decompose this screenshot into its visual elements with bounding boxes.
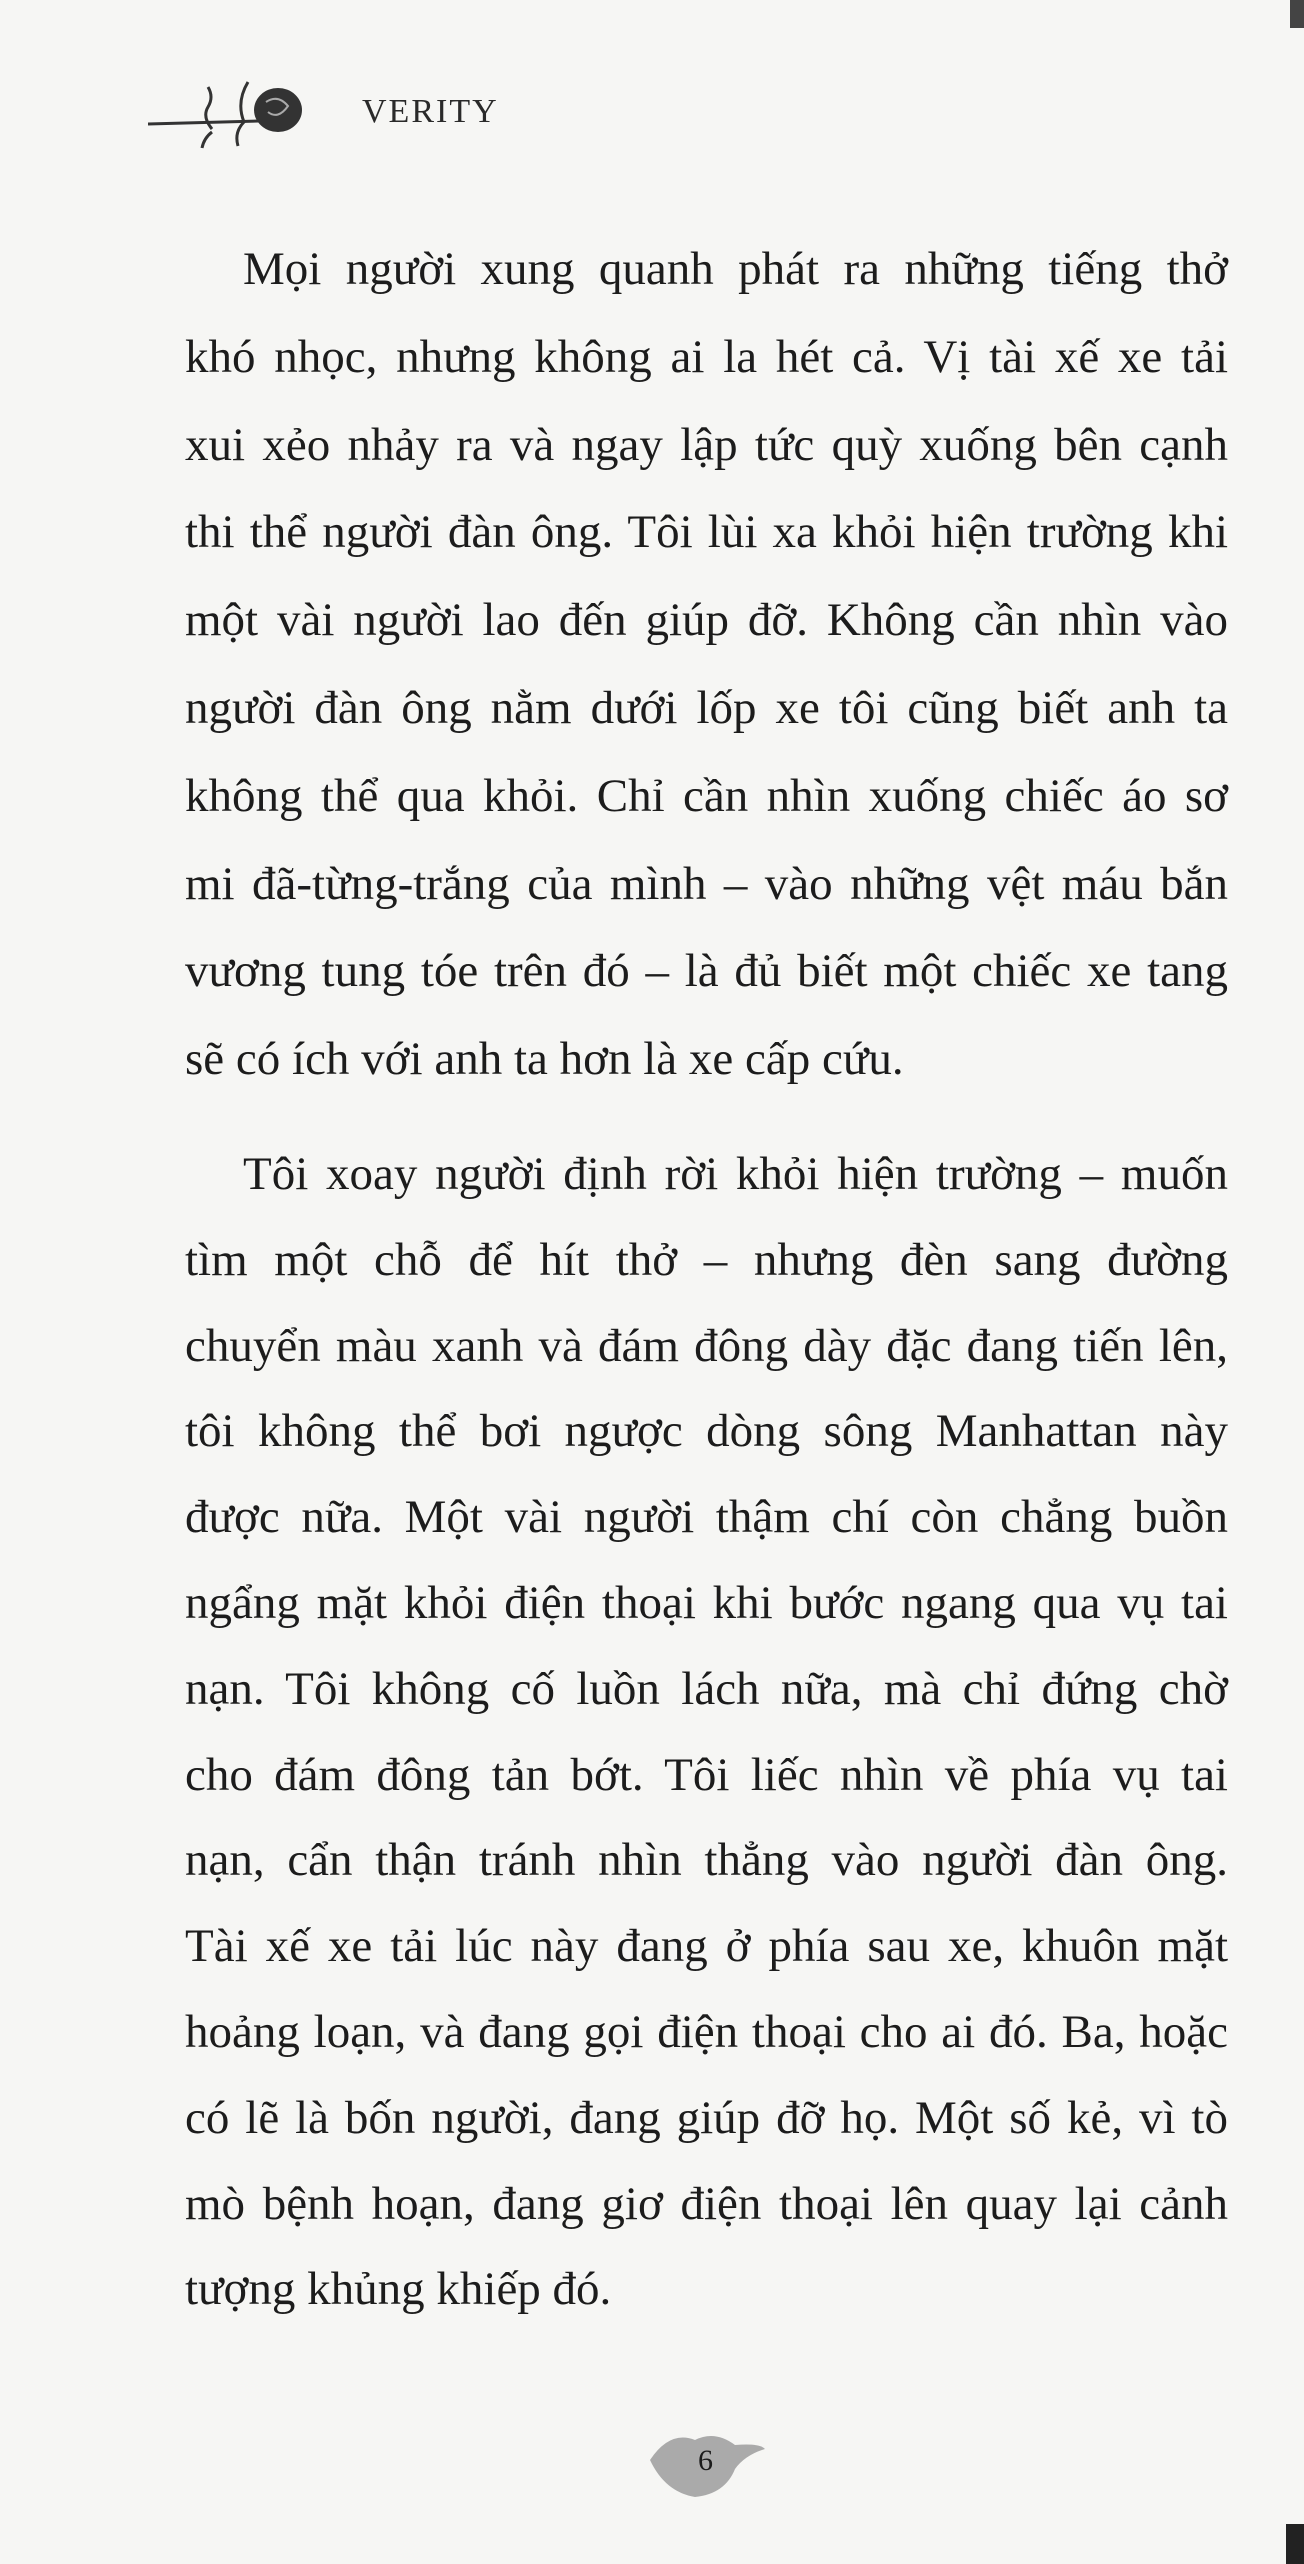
text-line: Tôi xoay người định rời khỏi hiện trường – muốn (243, 1148, 1228, 1200)
text-line: vương tung tóe trên đó – là đủ biết một chiếc xe tang (185, 945, 1228, 998)
text-line: hoảng loạn, và đang gọi điện thoại cho ai đó. Ba, hoặc (185, 2006, 1228, 2058)
text-line: mò bệnh hoạn, đang giơ điện thoại lên quay lại cảnh (185, 2177, 1228, 2230)
text-line: thi thể người đàn ông. Tôi lùi xa khỏi hiện trường khi (185, 506, 1228, 559)
text-line: không thể qua khỏi. Chỉ cần nhìn xuống chiếc áo sơ (185, 769, 1228, 822)
page-edge-shadow (1286, 2524, 1304, 2564)
text-line: xui xẻo nhảy ra và ngay lập tức quỳ xuống bên cạnh (185, 418, 1228, 471)
text-line: có lẽ là bốn người, đang giúp đỡ họ. Một số kẻ, vì tò (185, 2091, 1228, 2144)
running-title: VERITY (362, 93, 499, 130)
page-edge-shadow (1290, 0, 1304, 28)
text-line: nạn. Tôi không cố luồn lách nữa, mà chỉ đứng chờ (185, 1662, 1228, 1715)
text-line: sẽ có ích với anh ta hơn là xe cấp cứu. (185, 1033, 904, 1086)
rose-icon (148, 72, 348, 152)
text-line: khó nhọc, nhưng không ai la hét cả. Vị tài xế xe tải (185, 330, 1228, 383)
page-number: 6 (698, 2444, 713, 2477)
text-line: một vài người lao đến giúp đỡ. Không cần nhìn vào (185, 594, 1228, 647)
text-line: Mọi người xung quanh phát ra những tiếng thở (243, 243, 1228, 295)
text-line: mi đã-từng-trắng của mình – vào những vệt máu bắn (185, 857, 1228, 910)
text-line: tượng khủng khiếp đó. (185, 2263, 612, 2316)
text-line: chuyển màu xanh và đám đông dày đặc đang tiến lên, (185, 1319, 1228, 1372)
page-number-ornament (640, 2430, 770, 2500)
text-line: người đàn ông nằm dưới lốp xe tôi cũng biết anh ta (185, 682, 1228, 734)
running-header (148, 72, 499, 152)
text-line: nạn, cẩn thận tránh nhìn thẳng vào người đàn ông. (185, 1834, 1228, 1887)
text-line: tìm một chỗ để hít thở – nhưng đèn sang đường (185, 1233, 1228, 1286)
text-line: ngẩng mặt khỏi điện thoại khi bước ngang qua vụ tai (185, 1577, 1228, 1629)
text-line: tôi không thể bơi ngược dòng sông Manhattan này (185, 1405, 1228, 1458)
text-line: Tài xế xe tải lúc này đang ở phía sau xe, khuôn mặt (185, 1920, 1228, 1973)
text-line: cho đám đông tản bớt. Tôi liếc nhìn về phía vụ tai (185, 1748, 1228, 1801)
text-line: được nữa. Một vài người thậm chí còn chẳng buồn (185, 1491, 1228, 1544)
